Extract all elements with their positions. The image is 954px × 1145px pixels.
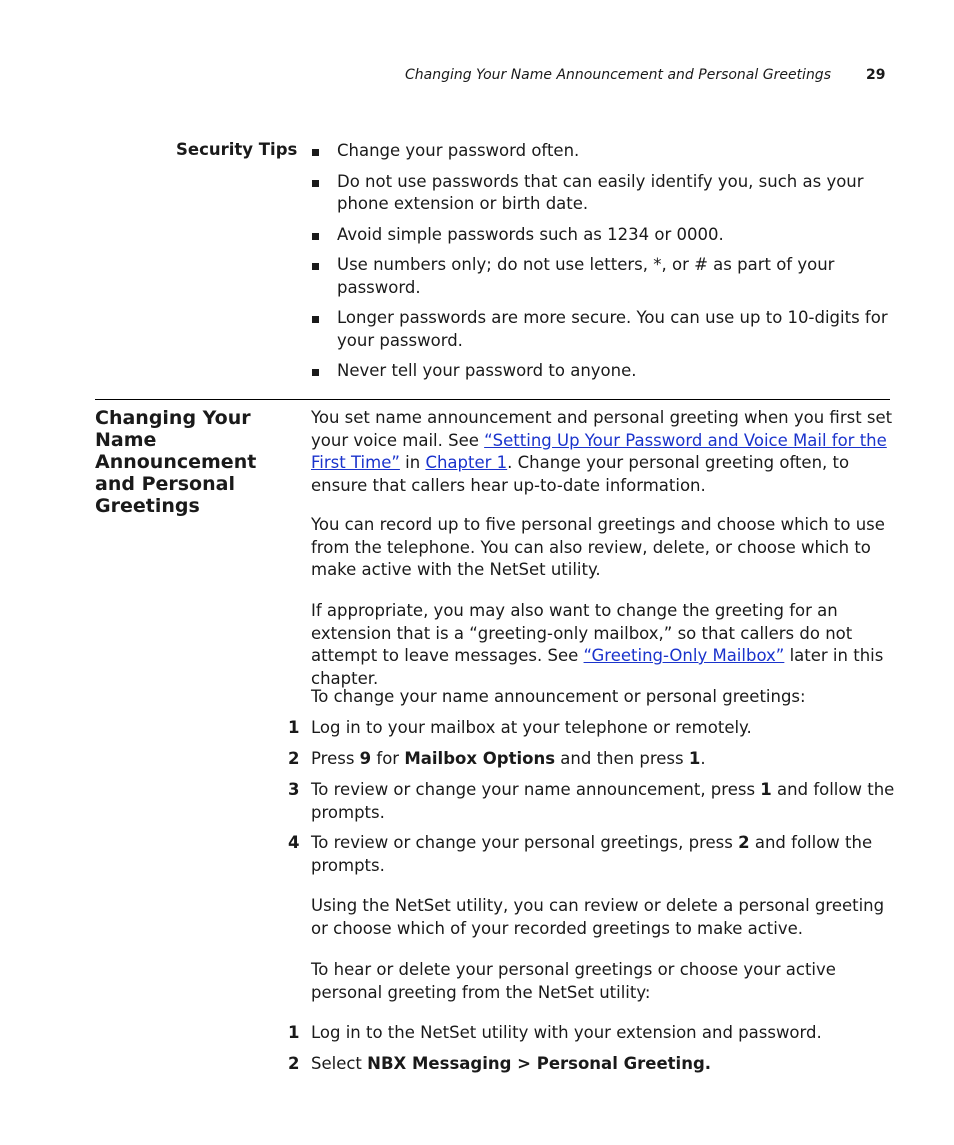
paragraph-greeting-only: If appropriate, you may also want to change the greeting for an extension that is a “greeting-only mailbox,” so that callers do not attempt to leave messages. See “Greeting-Only Mailbox” later in this chapter. — [311, 601, 884, 688]
square-bullet-icon — [312, 233, 319, 240]
list-item: Do not use passwords that can easily identify you, such as your phone extension or birth date. — [310, 171, 895, 216]
paragraph-intro: You set name announcement and personal greeting when you first set your voice mail. See “Setting Up Your Password and Voice Mail for the First Time” in Chapter 1. Change your personal greeting often, to ensure that callers hear up-to-date information. — [311, 408, 893, 495]
link-greeting-only-mailbox[interactable]: “Greeting-Only Mailbox” — [583, 646, 785, 665]
square-bullet-icon — [312, 180, 319, 187]
square-bullet-icon — [312, 263, 319, 270]
square-bullet-icon — [312, 316, 319, 323]
list-item: Never tell your password to anyone. — [310, 360, 895, 383]
list-item: Longer passwords are more secure. You can use up to 10-digits for your password. — [310, 307, 895, 352]
square-bullet-icon — [312, 369, 319, 376]
list-item: Use numbers only; do not use letters, *, or # as part of your password. — [310, 254, 895, 299]
security-tips-heading: Security Tips — [176, 140, 298, 159]
step-item — [288, 832, 898, 877]
step-item — [288, 748, 898, 771]
paragraph-five-greetings: You can record up to five personal greetings and choose which to use from the telephone. You can also review, delete, or choose which to make active with the NetSet utility. — [311, 515, 885, 579]
step-number: 3 — [288, 780, 300, 799]
step-text: Press 9 for Mailbox Options and then press 1. — [311, 749, 706, 768]
security-tips-list — [310, 140, 895, 391]
step-text: To review or change your name announcement, press 1 and follow the prompts. — [311, 780, 895, 822]
step-item — [288, 1022, 898, 1045]
step-number: 2 — [288, 1054, 300, 1073]
paragraph-netset-review: Using the NetSet utility, you can review or delete a personal greeting or choose which of your recorded greetings to make active. — [311, 896, 885, 938]
step-number: 4 — [288, 833, 300, 852]
step-text: To review or change your personal greetings, press 2 and follow the prompts. — [311, 833, 873, 875]
step-item — [288, 1053, 898, 1076]
list-item: Avoid simple passwords such as 1234 or 0000. — [310, 224, 895, 247]
step-text: Log in to your mailbox at your telephone or remotely. — [311, 718, 752, 737]
step-number: 1 — [288, 718, 300, 737]
step-text: Select NBX Messaging > Personal Greeting. — [311, 1054, 712, 1073]
step-item — [288, 717, 898, 740]
step-number: 1 — [288, 1023, 300, 1042]
square-bullet-icon — [312, 149, 319, 156]
step-text: Log in to the NetSet utility with your extension and password. — [311, 1023, 822, 1042]
step-item — [288, 779, 898, 824]
paragraph-procedure-intro: To change your name announcement or personal greetings: — [311, 687, 806, 706]
list-item: Change your password often. — [310, 140, 895, 163]
paragraph-netset-procedure-intro: To hear or delete your personal greetings or choose your active personal greeting from the NetSet utility: — [311, 960, 836, 1002]
running-header-title: Changing Your Name Announcement and Personal Greetings — [404, 67, 831, 83]
link-chapter-1[interactable]: Chapter 1 — [425, 453, 508, 472]
section-divider — [95, 399, 890, 400]
section-heading: Changing Your Name Announcement and Personal Greetings — [95, 407, 257, 517]
page-number: 29 — [866, 67, 886, 83]
link-setting-up-password[interactable]: “Setting Up Your Password and Voice Mail for the First Time” — [311, 430, 887, 472]
step-number: 2 — [288, 749, 300, 768]
